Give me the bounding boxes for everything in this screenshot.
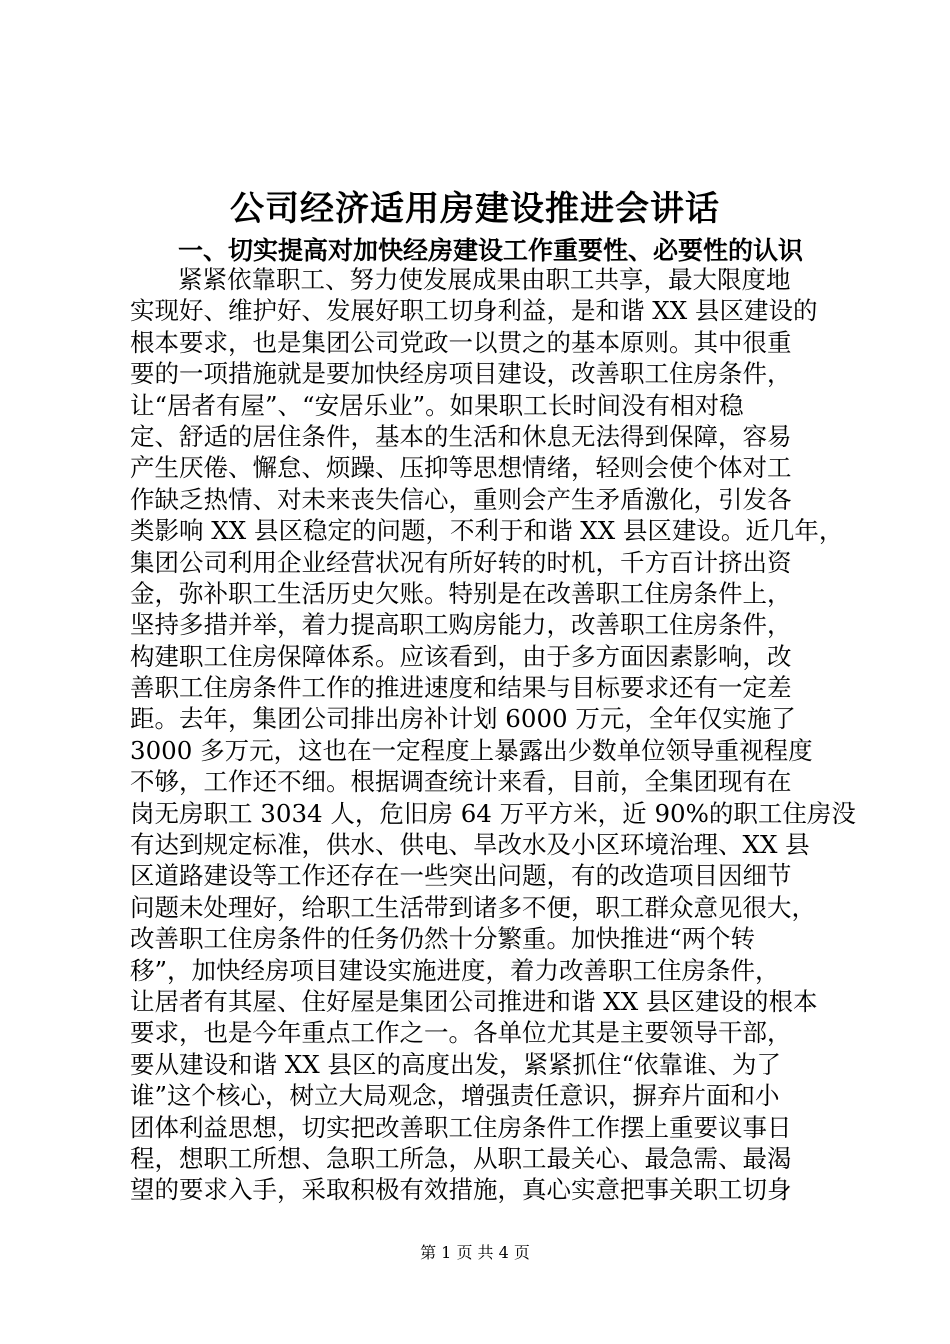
- body-line: 3000 多万元，这也在一定程度上暴露出少数单位领导重视程度: [130, 735, 813, 765]
- body-line: 让“居者有屋”、“安居乐业”。如果职工长时间没有相对稳: [130, 390, 744, 420]
- body-line: 团体利益思想，切实把改善职工住房条件工作摆上重要议事日: [130, 1112, 792, 1142]
- body-line: 根本要求，也是集团公司党政一以贯之的基本原则。其中很重: [130, 327, 792, 357]
- body-line: 移”，加快经房项目建设实施进度，着力改善职工住房条件，: [130, 955, 780, 985]
- body-line: 坚持多措并举，着力提高职工购房能力，改善职工住房条件，: [130, 610, 792, 640]
- body-line: 善职工住房条件工作的推进速度和结果与目标要求还有一定差: [130, 673, 792, 703]
- body-line: 问题未处理好，给职工生活带到诸多不便，职工群众意见很大，: [130, 892, 816, 922]
- body-line: 要从建设和谐 XX 县区的高度出发，紧紧抓住“依靠谁、为了: [130, 1049, 781, 1079]
- body-line: 产生厌倦、懈怠、烦躁、压抑等思想情绪，轻则会使个体对工: [130, 453, 792, 483]
- body-line: 望的要求入手，采取积极有效措施，真心实意把事关职工切身: [130, 1175, 792, 1205]
- body-line: 让居者有其屋、住好屋是集团公司推进和谐 XX 县区建设的根本: [130, 986, 818, 1016]
- body-line: 要的一项措施就是要加快经房项目建设，改善职工住房条件，: [130, 359, 792, 389]
- body-line: 不够，工作还不细。根据调查统计来看，目前，全集团现有在: [130, 767, 792, 797]
- body-line: 紧紧依靠职工、努力使发展成果由职工共享，最大限度地: [178, 265, 791, 294]
- body-line: 区道路建设等工作还存在一些突出问题，有的改造项目因细节: [130, 861, 792, 891]
- section-heading: 一、切实提高对加快经房建设工作重要性、必要性的认识: [178, 236, 804, 265]
- body-line: 有达到规定标准，供水、供电、旱改水及小区环境治理、XX 县: [130, 830, 810, 860]
- body-line: 谁”这个核心，树立大局观念，增强责任意识，摒弃片面和小: [130, 1081, 780, 1111]
- body-line: 定、舒适的居住条件，基本的生活和休息无法得到保障，容易: [130, 421, 792, 451]
- body-line: 类影响 XX 县区稳定的问题，不利于和谐 XX 县区建设。近几年，: [130, 516, 844, 546]
- body-line: 要求，也是今年重点工作之一。各单位尤其是主要领导干部，: [130, 1018, 792, 1048]
- body-line: 集团公司利用企业经营状况有所好转的时机，千方百计挤出资: [130, 547, 792, 577]
- body-line: 改善职工住房条件的任务仍然十分繁重。加快推进“两个转: [130, 924, 756, 954]
- body-line: 实现好、维护好、发展好职工切身利益，是和谐 XX 县区建设的: [130, 296, 818, 326]
- body-line: 程，想职工所想、急职工所急，从职工最关心、最急需、最渴: [130, 1143, 792, 1173]
- document-title: 公司经济适用房建设推进会讲话: [230, 189, 720, 229]
- body-line: 金，弥补职工生活历史欠账。特别是在改善职工住房条件上，: [130, 578, 792, 608]
- page-footer: 第 1 页 共 4 页: [420, 1243, 530, 1262]
- body-line: 构建职工住房保障体系。应该看到，由于多方面因素影响，改: [130, 641, 792, 671]
- body-text: [130, 264, 856, 1206]
- body-line: 岗无房职工 3034 人，危旧房 64 万平方米，近 90%的职工住房没: [130, 798, 856, 828]
- body-line: 距。去年，集团公司排出房补计划 6000 万元，全年仅实施了: [130, 704, 796, 734]
- body-line: 作缺乏热情、对未来丧失信心，重则会产生矛盾激化，引发各: [130, 484, 792, 514]
